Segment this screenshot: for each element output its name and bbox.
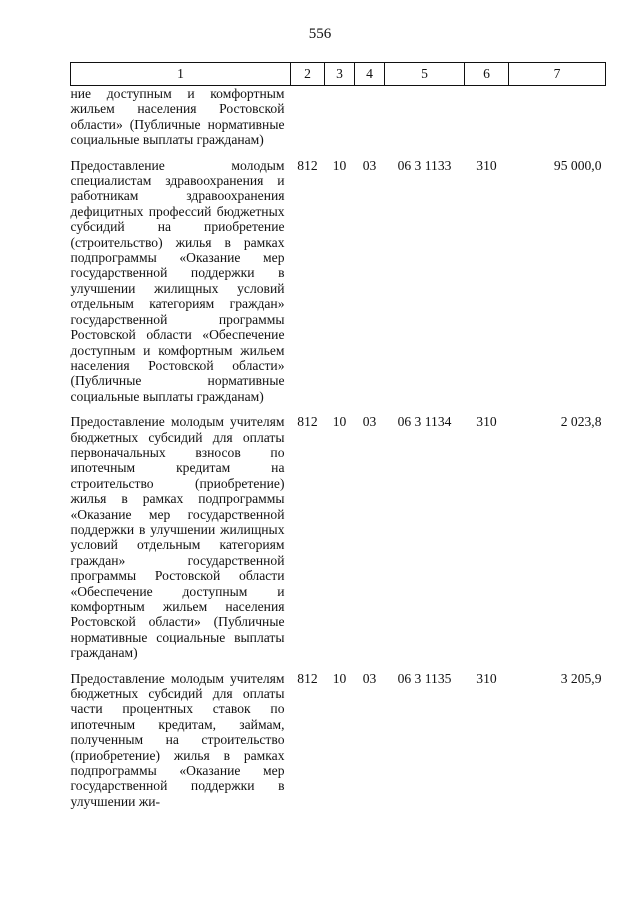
row-ministry-code: 812: [297, 157, 318, 173]
column-header-5: 5: [385, 63, 465, 86]
row-target-code: 06 3 1134: [397, 414, 452, 430]
column-header-3: 3: [325, 63, 355, 86]
column-header-4: 4: [355, 63, 385, 86]
table-row: [71, 158, 606, 415]
row-target-code: [385, 86, 465, 158]
budget-table: [70, 62, 606, 819]
row-target-code: 06 3 1133: [397, 157, 452, 173]
table-row: [71, 86, 606, 158]
row-description: Предоставление молодым учителям бюджетных субсидий для оплаты части процентных ставок по ипотечным кредитам, займам, полученным на строительство (приобретение) жилья в рамках подпрограммы «Оказание мер государственной поддержки в улучшении жи-: [70, 670, 285, 809]
row-expense-type-code: 310: [476, 414, 497, 430]
row-amount: 2 023,8: [560, 414, 602, 430]
table-row: [71, 414, 606, 671]
row-expense-type-code: 310: [476, 157, 497, 173]
row-amount: 3 205,9: [560, 670, 602, 686]
row-subsection-code: [355, 86, 385, 158]
column-header-1: 1: [71, 63, 291, 86]
row-target-code: 06 3 1135: [397, 670, 452, 686]
row-subsection-code: 03: [362, 670, 377, 686]
row-description: Предоставление молодым специалистам здравоохранения и работникам здравоохранения дефицитных профессий бюджетных субсидий на приобретение (строительство) жилья в рамках подпрограммы «Оказание мер государственной поддержки в улучшении жилищных условий отдельным категориям граждан» государственной программы Ростовской области «Обеспечение доступным и комфортным жильем населения Ростовской области» (Публичные нормативные социальные выплаты гражданам): [70, 157, 285, 404]
row-ministry-code: [291, 86, 325, 158]
row-section-code: [325, 86, 355, 158]
row-amount: [509, 86, 606, 158]
row-expense-type-code: 310: [476, 670, 497, 686]
table-row: [71, 671, 606, 820]
row-subsection-code: 03: [362, 414, 377, 430]
column-header-2: 2: [291, 63, 325, 86]
page-number: 556: [308, 26, 332, 42]
column-header-6: 6: [465, 63, 509, 86]
table-header-row: [71, 63, 606, 86]
row-subsection-code: 03: [362, 157, 377, 173]
row-ministry-code: 812: [297, 670, 318, 686]
row-section-code: 10: [332, 157, 347, 173]
column-header-7: 7: [509, 63, 606, 86]
row-description: Предоставление молодым учителям бюджетных субсидий для оплаты первоначальных взносов по ипотечным кредитам на строительство (приобретение) жилья в рамках подпрограммы «Оказание мер государственной поддержки в улучшении жилищных условий отдельным категориям граждан» государственной программы Ростовской области «Обеспечение доступным и комфортным жильем населения Ростовской области» (Публичные нормативные социальные выплаты гражданам): [70, 414, 285, 661]
row-amount: 95 000,0: [553, 157, 602, 173]
row-section-code: 10: [332, 414, 347, 430]
row-expense-type-code: [465, 86, 509, 158]
row-ministry-code: 812: [297, 414, 318, 430]
row-description: ние доступным и комфортным жильем населения Ростовской области» (Публичные нормативные социальные выплаты гражданам): [70, 86, 285, 148]
row-section-code: 10: [332, 670, 347, 686]
